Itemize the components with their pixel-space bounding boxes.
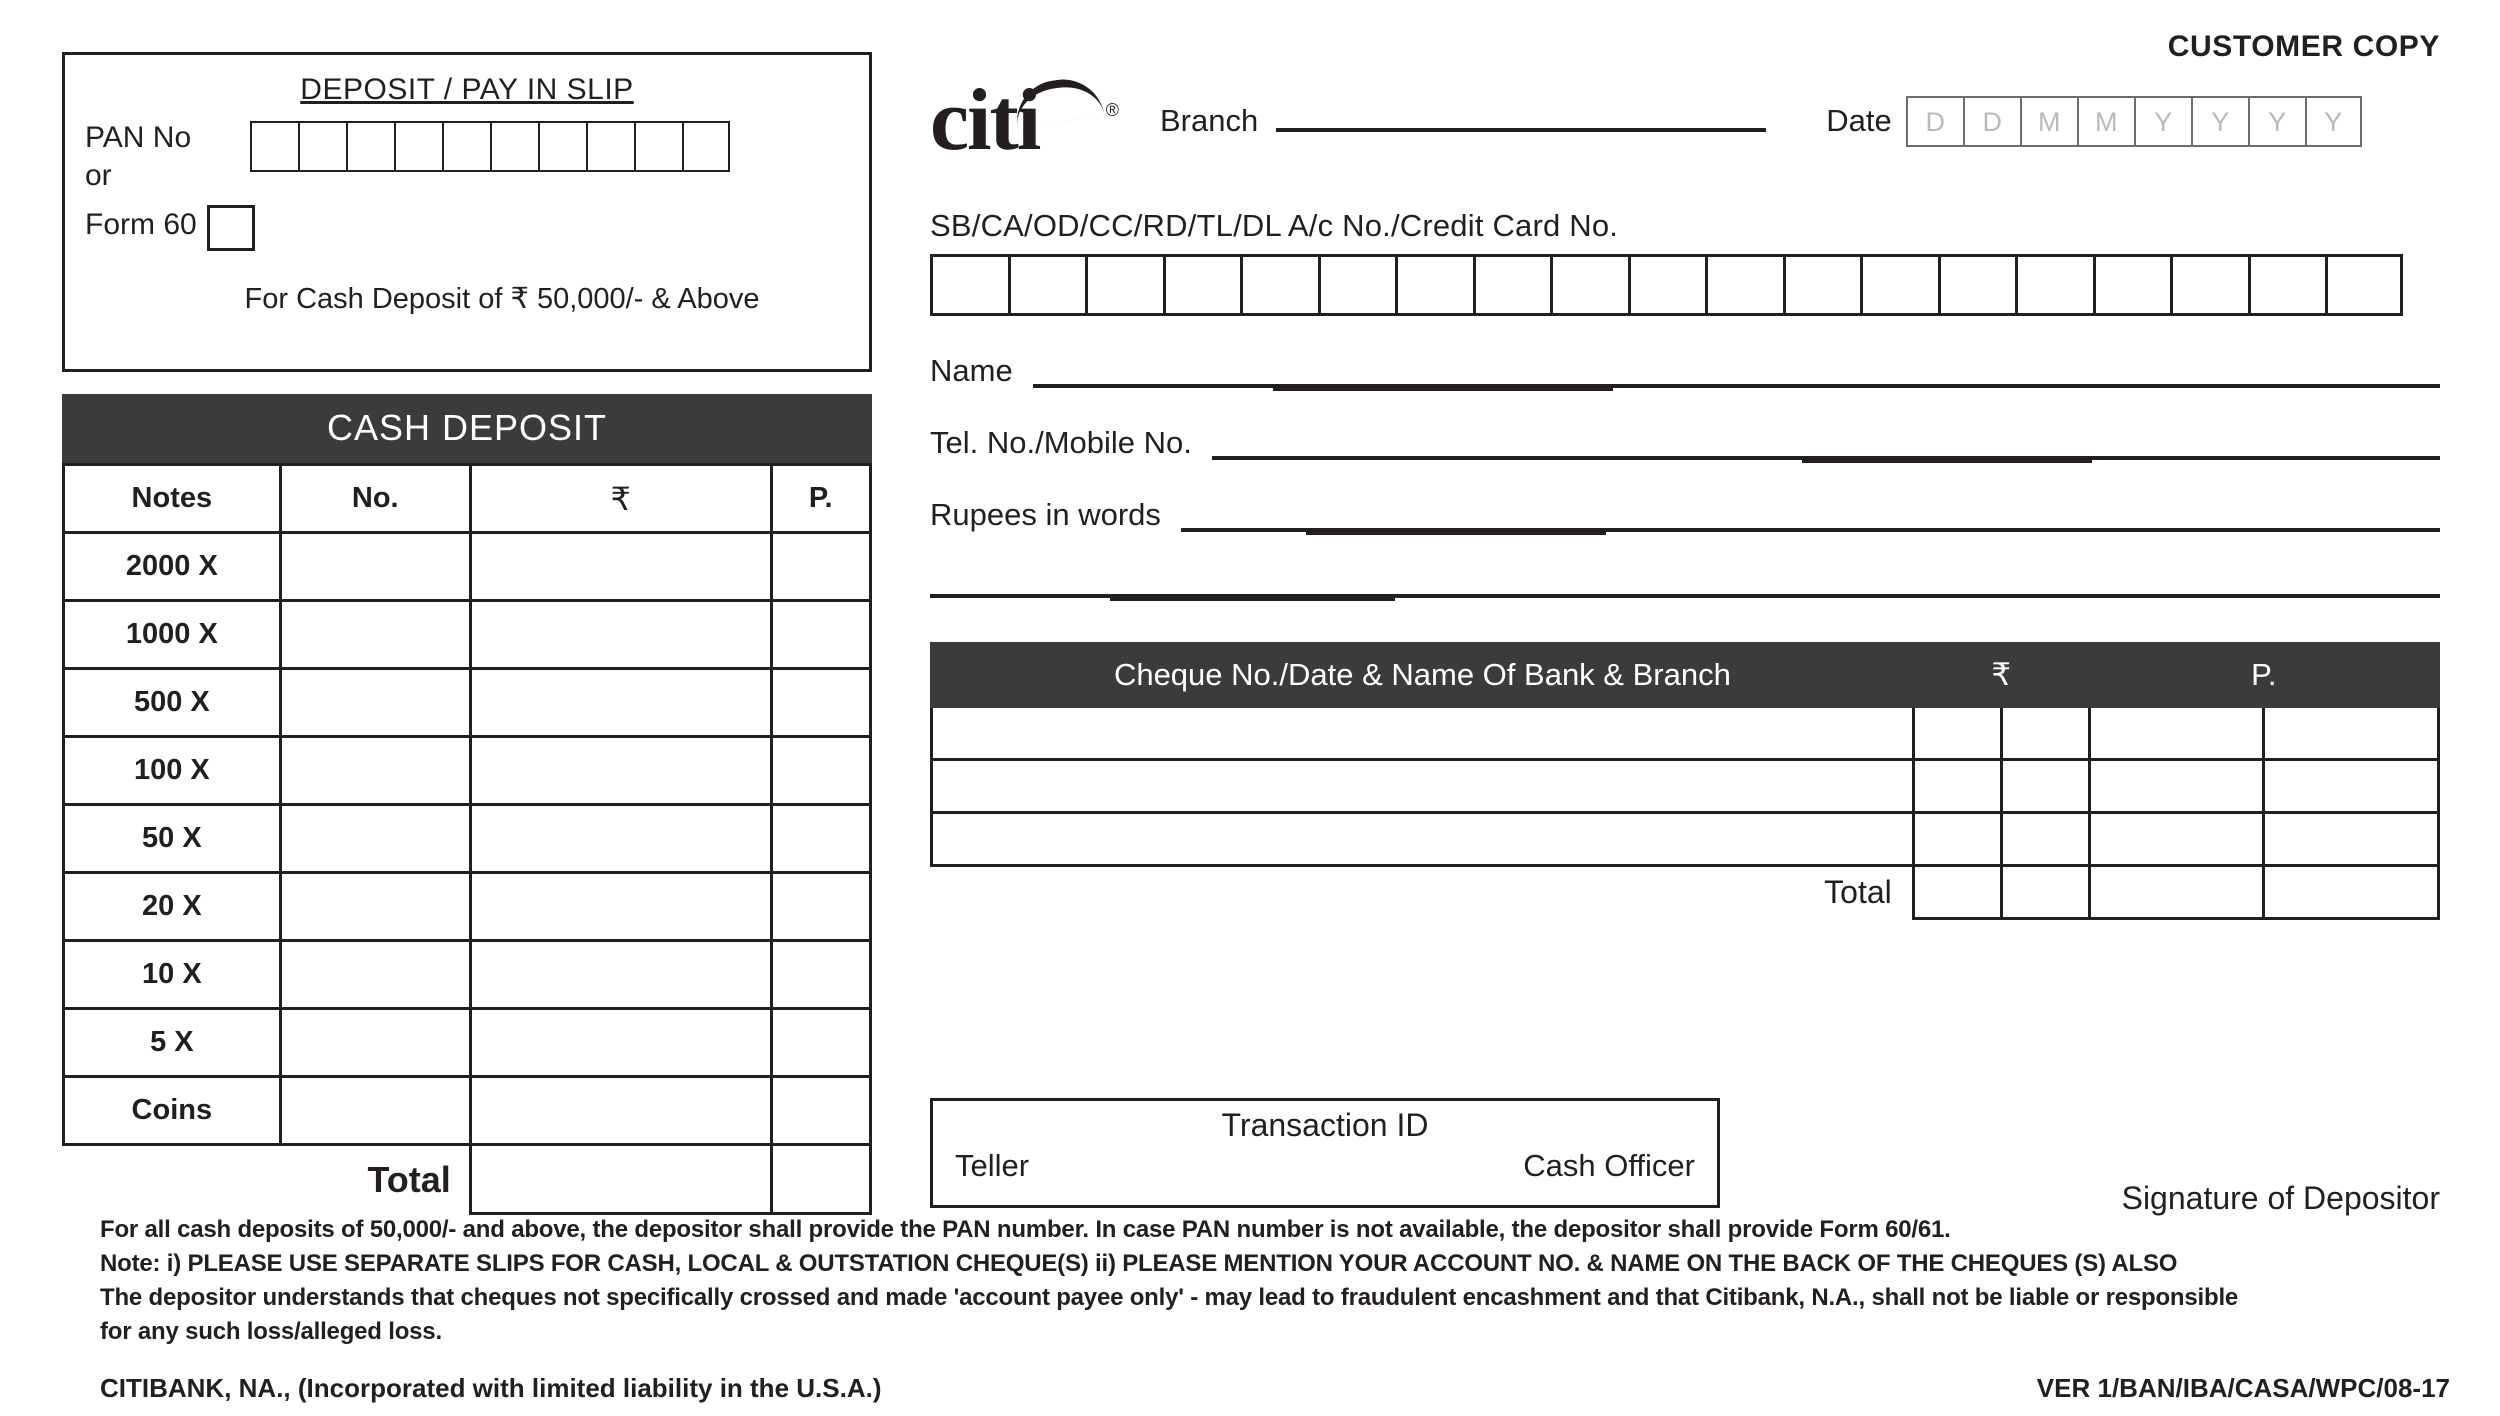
table-row bbox=[64, 873, 871, 941]
table-row bbox=[64, 1009, 871, 1077]
slip-title: DEPOSIT / PAY IN SLIP bbox=[300, 73, 634, 106]
account-cell[interactable] bbox=[1008, 254, 1086, 316]
name-input[interactable] bbox=[1033, 354, 2440, 388]
date-cell[interactable]: Y bbox=[2248, 96, 2305, 147]
denomination-label: 500 X bbox=[64, 669, 281, 737]
account-cell[interactable] bbox=[1085, 254, 1163, 316]
denomination-label: 1000 X bbox=[64, 601, 281, 669]
citi-logo bbox=[930, 72, 1119, 169]
footer-notes bbox=[100, 1215, 2450, 1404]
cash-total-amount-cell[interactable] bbox=[470, 1145, 771, 1214]
denomination-label: 50 X bbox=[64, 805, 281, 873]
form60-row bbox=[85, 199, 849, 251]
cash-deposit-header: CASH DEPOSIT bbox=[62, 394, 872, 463]
branch-label: Branch bbox=[1160, 103, 1259, 138]
denomination-count-cell[interactable] bbox=[280, 1077, 470, 1145]
date-label: Date bbox=[1826, 103, 1892, 138]
denomination-paise-cell[interactable] bbox=[771, 533, 871, 601]
cheque-amount-cell[interactable] bbox=[2089, 760, 2264, 813]
account-cell[interactable] bbox=[1473, 254, 1551, 316]
account-cell[interactable] bbox=[1705, 254, 1783, 316]
denomination-paise-cell[interactable] bbox=[771, 873, 871, 941]
account-cell[interactable] bbox=[1318, 254, 1396, 316]
denomination-amount-cell[interactable] bbox=[470, 873, 771, 941]
denomination-paise-cell[interactable] bbox=[771, 1009, 871, 1077]
cheque-description-cell[interactable] bbox=[932, 707, 1914, 760]
cheque-total-amount-cell[interactable] bbox=[2089, 866, 2264, 919]
signature-of-depositor-label: Signature of Depositor bbox=[2121, 1180, 2440, 1216]
or-label: or bbox=[85, 159, 112, 192]
cash-total-label: Total bbox=[367, 1158, 451, 1200]
denomination-label: 100 X bbox=[64, 737, 281, 805]
denomination-count-cell[interactable] bbox=[280, 533, 470, 601]
date-cell[interactable]: Y bbox=[2191, 96, 2248, 147]
denomination-paise-cell[interactable] bbox=[771, 669, 871, 737]
form60-checkbox[interactable] bbox=[207, 205, 255, 251]
telephone-label: Tel. No./Mobile No. bbox=[930, 425, 1192, 460]
cash-officer-label: Cash Officer bbox=[1523, 1148, 1695, 1183]
denomination-paise-cell[interactable] bbox=[771, 941, 871, 1009]
table-row bbox=[64, 601, 871, 669]
brand-row bbox=[930, 72, 2440, 169]
form-version-label: VER 1/BAN/IBA/CASA/WPC/08-17 bbox=[2036, 1373, 2450, 1403]
denomination-label: 20 X bbox=[64, 873, 281, 941]
cheque-amount-cell[interactable] bbox=[1913, 760, 2001, 813]
cheque-amount-cell[interactable] bbox=[2089, 813, 2264, 866]
footer-last-line bbox=[100, 1373, 2450, 1404]
pan-cell[interactable] bbox=[442, 121, 490, 172]
denomination-label: Coins bbox=[64, 1077, 281, 1145]
table-row bbox=[64, 533, 871, 601]
date-input-cells[interactable] bbox=[1906, 96, 2362, 147]
cheque-total-label: Total bbox=[1824, 874, 1892, 911]
pan-labels bbox=[85, 119, 250, 195]
denomination-paise-cell[interactable] bbox=[771, 1077, 871, 1145]
account-cell[interactable] bbox=[1783, 254, 1861, 316]
denomination-count-cell[interactable] bbox=[280, 601, 470, 669]
account-cell[interactable] bbox=[1550, 254, 1628, 316]
account-cell[interactable] bbox=[1860, 254, 1938, 316]
cash-deposit-note: For Cash Deposit of ₹ 50,000/- & Above bbox=[244, 283, 760, 315]
cheque-total-amount-cell[interactable] bbox=[1913, 866, 2001, 919]
cheque-col-header-description: Cheque No./Date & Name Of Bank & Branch bbox=[932, 644, 1914, 707]
account-cell[interactable] bbox=[1395, 254, 1473, 316]
cash-deposit-table bbox=[62, 463, 872, 1215]
table-row bbox=[64, 805, 871, 873]
account-cell[interactable] bbox=[1628, 254, 1706, 316]
denomination-amount-cell[interactable] bbox=[470, 805, 771, 873]
cash-total-paise-cell[interactable] bbox=[771, 1145, 871, 1214]
account-cell[interactable] bbox=[2248, 254, 2326, 316]
account-number-label: SB/CA/OD/CC/RD/TL/DL A/c No./Credit Card No. bbox=[930, 208, 1619, 243]
date-cell[interactable]: M bbox=[2020, 96, 2077, 147]
account-cell[interactable] bbox=[1163, 254, 1241, 316]
pan-cell[interactable] bbox=[538, 121, 586, 172]
pan-cell[interactable] bbox=[346, 121, 394, 172]
telephone-field-row bbox=[930, 426, 2440, 460]
denomination-amount-cell[interactable] bbox=[470, 1077, 771, 1145]
cheque-description-cell[interactable] bbox=[932, 813, 1914, 866]
teller-label: Teller bbox=[955, 1148, 1030, 1183]
pan-input-cells[interactable] bbox=[250, 121, 730, 172]
denomination-amount-cell[interactable] bbox=[470, 533, 771, 601]
cheque-col-header-rupee: ₹ bbox=[1913, 644, 2089, 707]
cheque-table bbox=[930, 642, 2440, 920]
denomination-label: 2000 X bbox=[64, 533, 281, 601]
denomination-amount-cell[interactable] bbox=[470, 941, 771, 1009]
cheque-amount-cell[interactable] bbox=[1913, 813, 2001, 866]
cheque-total-paise-cell[interactable] bbox=[2264, 866, 2439, 919]
pan-no-label: PAN No bbox=[85, 121, 192, 154]
denomination-count-cell[interactable] bbox=[280, 669, 470, 737]
cheque-section bbox=[930, 642, 2440, 920]
transaction-id-label: Transaction ID bbox=[1221, 1107, 1429, 1143]
col-header-no: No. bbox=[280, 465, 470, 533]
table-row bbox=[64, 941, 871, 1009]
cheque-description-cell[interactable] bbox=[932, 760, 1914, 813]
form60-label: Form 60 bbox=[85, 208, 197, 241]
left-column bbox=[62, 52, 872, 1215]
date-cell[interactable]: M bbox=[2077, 96, 2134, 147]
denomination-label: 5 X bbox=[64, 1009, 281, 1077]
cheque-paise-cell[interactable] bbox=[2264, 707, 2439, 760]
pan-cell[interactable] bbox=[298, 121, 346, 172]
table-row bbox=[932, 707, 2439, 760]
cash-total-row bbox=[64, 1145, 871, 1214]
cheque-paise-cell[interactable] bbox=[2264, 813, 2439, 866]
footer-line-2: Note: i) PLEASE USE SEPARATE SLIPS FOR CASH, LOCAL & OUTSTATION CHEQUE(S) ii) PLEASE MENTION YOUR ACCOUNT NO. & NAME ON THE BACK OF THE CHEQUES (S) ALSO bbox=[100, 1250, 2178, 1277]
footer-line-1: For all cash deposits of 50,000/- and above, the depositor shall provide the PAN number. In case PAN number is not available, the depositor shall provide Form 60/61. bbox=[100, 1216, 1951, 1243]
rupees-in-words-label: Rupees in words bbox=[930, 497, 1161, 532]
account-cell[interactable] bbox=[930, 254, 1008, 316]
footer-line-4: for any such loss/alleged loss. bbox=[100, 1318, 442, 1345]
cheque-col-header-paise: P. bbox=[2089, 644, 2438, 707]
cash-deposit-section bbox=[62, 394, 872, 1215]
cheque-amount-cell[interactable] bbox=[2089, 707, 2264, 760]
transaction-id-box bbox=[930, 1098, 1720, 1208]
rupees-in-words-input[interactable] bbox=[1181, 498, 2440, 532]
denomination-count-cell[interactable] bbox=[280, 873, 470, 941]
cheque-header-row bbox=[932, 644, 2439, 707]
citi-wordmark: citi bbox=[930, 72, 1040, 169]
account-number-input[interactable] bbox=[930, 254, 2440, 316]
table-row bbox=[64, 1077, 871, 1145]
denomination-amount-cell[interactable] bbox=[470, 737, 771, 805]
account-cell[interactable] bbox=[1240, 254, 1318, 316]
col-header-paise: P. bbox=[771, 465, 871, 533]
branch-input[interactable] bbox=[1276, 128, 1766, 132]
denomination-amount-cell[interactable] bbox=[470, 601, 771, 669]
denomination-amount-cell[interactable] bbox=[470, 669, 771, 737]
cheque-amount-cell[interactable] bbox=[2001, 760, 2089, 813]
account-cell[interactable] bbox=[1938, 254, 2016, 316]
bank-entity-label: CITIBANK, NA., (Incorporated with limited liability in the U.S.A.) bbox=[100, 1373, 882, 1403]
account-cell[interactable] bbox=[2325, 254, 2403, 316]
telephone-input[interactable] bbox=[1212, 426, 2440, 460]
denomination-paise-cell[interactable] bbox=[771, 737, 871, 805]
cheque-amount-cell[interactable] bbox=[1913, 707, 2001, 760]
pan-section bbox=[62, 52, 872, 372]
pan-row bbox=[85, 119, 849, 195]
table-row bbox=[932, 813, 2439, 866]
account-cell[interactable] bbox=[2170, 254, 2248, 316]
date-cell[interactable]: Y bbox=[2134, 96, 2191, 147]
denomination-count-cell[interactable] bbox=[280, 737, 470, 805]
cheque-paise-cell[interactable] bbox=[2264, 760, 2439, 813]
footer-line-3: The depositor understands that cheques not specifically crossed and made 'account payee only' - may lead to fraudulent encashment and that Citibank, N.A., shall not be liable or responsible bbox=[100, 1284, 2239, 1311]
pan-cell[interactable] bbox=[394, 121, 442, 172]
cheque-amount-cell[interactable] bbox=[2001, 813, 2089, 866]
right-column bbox=[930, 30, 2440, 1216]
transaction-signatories bbox=[933, 1144, 1717, 1184]
denomination-count-cell[interactable] bbox=[280, 1009, 470, 1077]
rupees-in-words-input-line2[interactable] bbox=[930, 594, 2440, 598]
cheque-total-amount-cell[interactable] bbox=[2001, 866, 2089, 919]
registered-trademark-icon: ® bbox=[1105, 100, 1119, 120]
pan-cell[interactable] bbox=[250, 121, 298, 172]
pan-cell[interactable] bbox=[490, 121, 538, 172]
pan-cell[interactable] bbox=[682, 121, 730, 172]
table-header-row bbox=[64, 465, 871, 533]
pan-cell[interactable] bbox=[586, 121, 634, 172]
account-cell[interactable] bbox=[2093, 254, 2171, 316]
date-cell[interactable]: D bbox=[1963, 96, 2020, 147]
table-row bbox=[932, 760, 2439, 813]
denomination-count-cell[interactable] bbox=[280, 941, 470, 1009]
denomination-paise-cell[interactable] bbox=[771, 805, 871, 873]
table-row bbox=[64, 737, 871, 805]
name-label: Name bbox=[930, 353, 1013, 388]
col-header-notes: Notes bbox=[64, 465, 281, 533]
denomination-count-cell[interactable] bbox=[280, 805, 470, 873]
cheque-amount-cell[interactable] bbox=[2001, 707, 2089, 760]
customer-copy-label: CUSTOMER COPY bbox=[2167, 30, 2440, 63]
denomination-amount-cell[interactable] bbox=[470, 1009, 771, 1077]
pan-cell[interactable] bbox=[634, 121, 682, 172]
date-cell[interactable]: Y bbox=[2305, 96, 2362, 147]
name-field-row bbox=[930, 354, 2440, 388]
cheque-total-row bbox=[932, 866, 2439, 919]
account-cell[interactable] bbox=[2015, 254, 2093, 316]
denomination-paise-cell[interactable] bbox=[771, 601, 871, 669]
date-cell[interactable]: D bbox=[1906, 96, 1963, 147]
denomination-label: 10 X bbox=[64, 941, 281, 1009]
table-row bbox=[64, 669, 871, 737]
col-header-rupee: ₹ bbox=[470, 465, 771, 533]
rupees-in-words-row bbox=[930, 498, 2440, 532]
